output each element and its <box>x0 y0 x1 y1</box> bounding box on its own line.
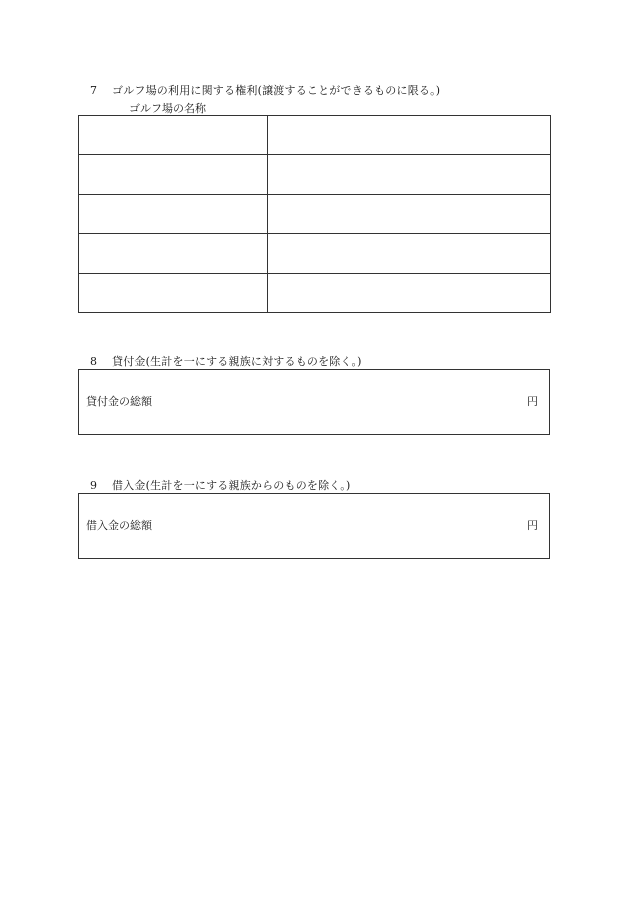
section-9-number: 9 <box>90 479 98 492</box>
section-7-title: ゴルフ場の利用に関する権利(譲渡することができるものに限る。) <box>112 84 441 97</box>
golf-course-name-cell[interactable] <box>79 155 268 194</box>
yen-unit-label: 円 <box>527 519 538 532</box>
golf-rights-detail-cell[interactable] <box>268 116 551 155</box>
table-row <box>79 155 551 194</box>
loan-receivable-total-label: 貸付金の総額 <box>86 395 152 408</box>
golf-course-name-cell[interactable] <box>79 116 268 155</box>
section-8-title: 貸付金(生計を一にする親族に対するものを除く。) <box>112 355 362 368</box>
loan-receivable-box[interactable] <box>78 369 550 435</box>
table-row <box>79 194 551 233</box>
section-7-number: 7 <box>90 84 98 97</box>
golf-rights-detail-cell[interactable] <box>268 273 551 312</box>
section-7-heading <box>90 82 440 98</box>
table-row <box>79 116 551 155</box>
section-9-heading <box>90 477 350 493</box>
golf-rights-detail-cell[interactable] <box>268 155 551 194</box>
borrowings-box[interactable] <box>78 493 550 559</box>
yen-unit-label: 円 <box>527 395 538 408</box>
golf-rights-table <box>78 115 551 313</box>
table-row <box>79 273 551 312</box>
golf-rights-detail-cell[interactable] <box>268 194 551 233</box>
borrowings-total-label: 借入金の総額 <box>86 519 152 532</box>
section-9-title: 借入金(生計を一にする親族からのものを除く。) <box>112 479 351 492</box>
golf-rights-detail-cell[interactable] <box>268 234 551 273</box>
golf-course-name-cell[interactable] <box>79 234 268 273</box>
section-8-number: 8 <box>90 355 98 368</box>
table-row <box>79 234 551 273</box>
golf-course-name-label: ゴルフ場の名称 <box>129 102 206 115</box>
section-8-heading <box>90 353 362 369</box>
golf-course-name-cell[interactable] <box>79 194 268 233</box>
golf-course-name-cell[interactable] <box>79 273 268 312</box>
